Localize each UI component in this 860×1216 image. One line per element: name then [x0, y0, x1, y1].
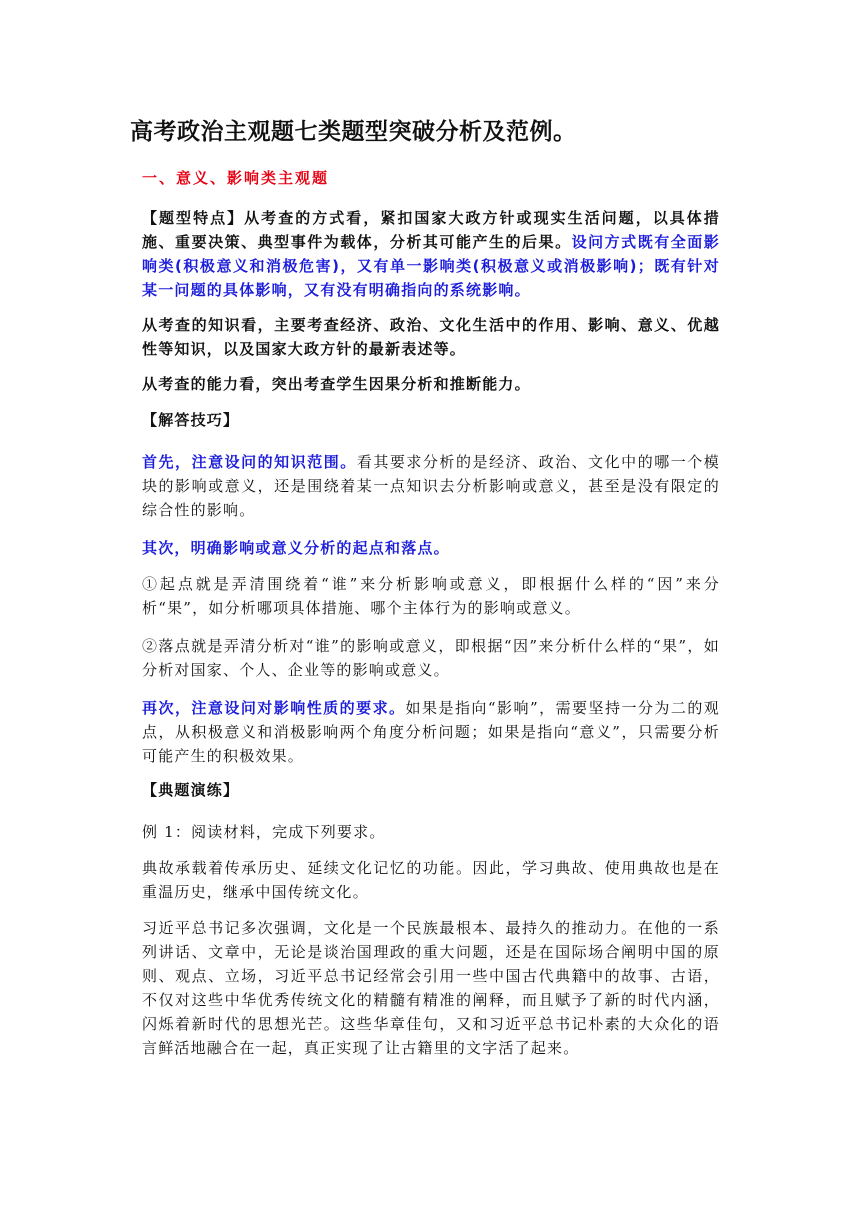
third-lead: 再次，注意设问对影响性质的要求。	[142, 699, 406, 717]
point-two: ②落点就是弄清分析对“谁”的影响或意义，即根据“因”来分析什么样的“果”，如分析对国家、个人、企业等的影响或意义。	[142, 637, 720, 679]
ability-paragraph: 从考查的能力看，突出考查学生因果分析和推断能力。	[142, 375, 531, 393]
section-heading: 一、意义、影响类主观题	[142, 169, 330, 187]
point-one: ①起点就是弄清围绕着“谁”来分析影响或意义，即根据什么样的“因”来分析“果”，如分析哪项具体措施、哪个主体行为的影响或意义。	[142, 575, 720, 617]
first-paragraph	[142, 450, 720, 522]
skills-heading: 【解答技巧】	[142, 411, 240, 429]
features-text-a: 从考查的方式看，紧扣国家大政方针或现实生活问题，以具体措施、重要决策、典型事件为载体，分析其可能产生的后果。	[142, 209, 721, 251]
features-text-b: 设问方式既有全面影响类(积极意义和消极危害)，又有单一影响类(积极意义或消极影响)；既有针对某一问题的具体影响，又有没有明确指向的系统影响。	[142, 233, 720, 299]
knowledge-paragraph: 从考查的知识看，主要考查经济、政治、文化生活中的作用、影响、意义、优越性等知识，以及国家大政方针的最新表述等。	[142, 316, 720, 358]
second-heading: 其次，明确影响或意义分析的起点和落点。	[142, 539, 450, 557]
first-lead: 首先，注意设问的知识范围。	[142, 453, 357, 471]
third-paragraph	[142, 696, 720, 768]
material-paragraph-2: 习近平总书记多次强调，文化是一个民族最根本、最持久的推动力。在他的一系列讲话、文章中，无论是谈治国理政的重大问题，还是在国际场合阐明中国的原则、观点、立场，习近平总书记经常会引用一些中国古代典籍中的故事、古语，不仅对这些中华优秀传统文化的精髓有精准的阐释，而且赋予了新的时代内涵，闪烁着新时代的思想光芒。这些华章佳句，又和习近平总书记朴素的大众化的语言鲜活地融合在一起，真正实现了让古籍里的文字活了起来。	[142, 919, 720, 1057]
first-text: 看其要求分析的是经济、政治、文化中的哪一个模块的影响或意义，还是围绕着某一点知识去分析影响或意义，甚至是没有限定的综合性的影响。	[142, 453, 720, 519]
features-label: 【题型特点】	[142, 209, 245, 227]
practice-heading: 【典题演练】	[142, 781, 240, 799]
example-label: 例 1：阅读材料，完成下列要求。	[142, 823, 386, 841]
page-title: 高考政治主观题七类题型突破分析及范例。	[130, 119, 577, 145]
third-text: 如果是指向“影响”，需要坚持一分为二的观点，从积极意义和消极影响两个角度分析问题；如果是指向“意义”，只需要分析可能产生的积极效果。	[142, 699, 721, 765]
features-paragraph	[142, 206, 720, 302]
material-paragraph-1: 典故承载着传承历史、延续文化记忆的功能。因此，学习典故、使用典故也是在重温历史，继承中国传统文化。	[142, 859, 720, 901]
